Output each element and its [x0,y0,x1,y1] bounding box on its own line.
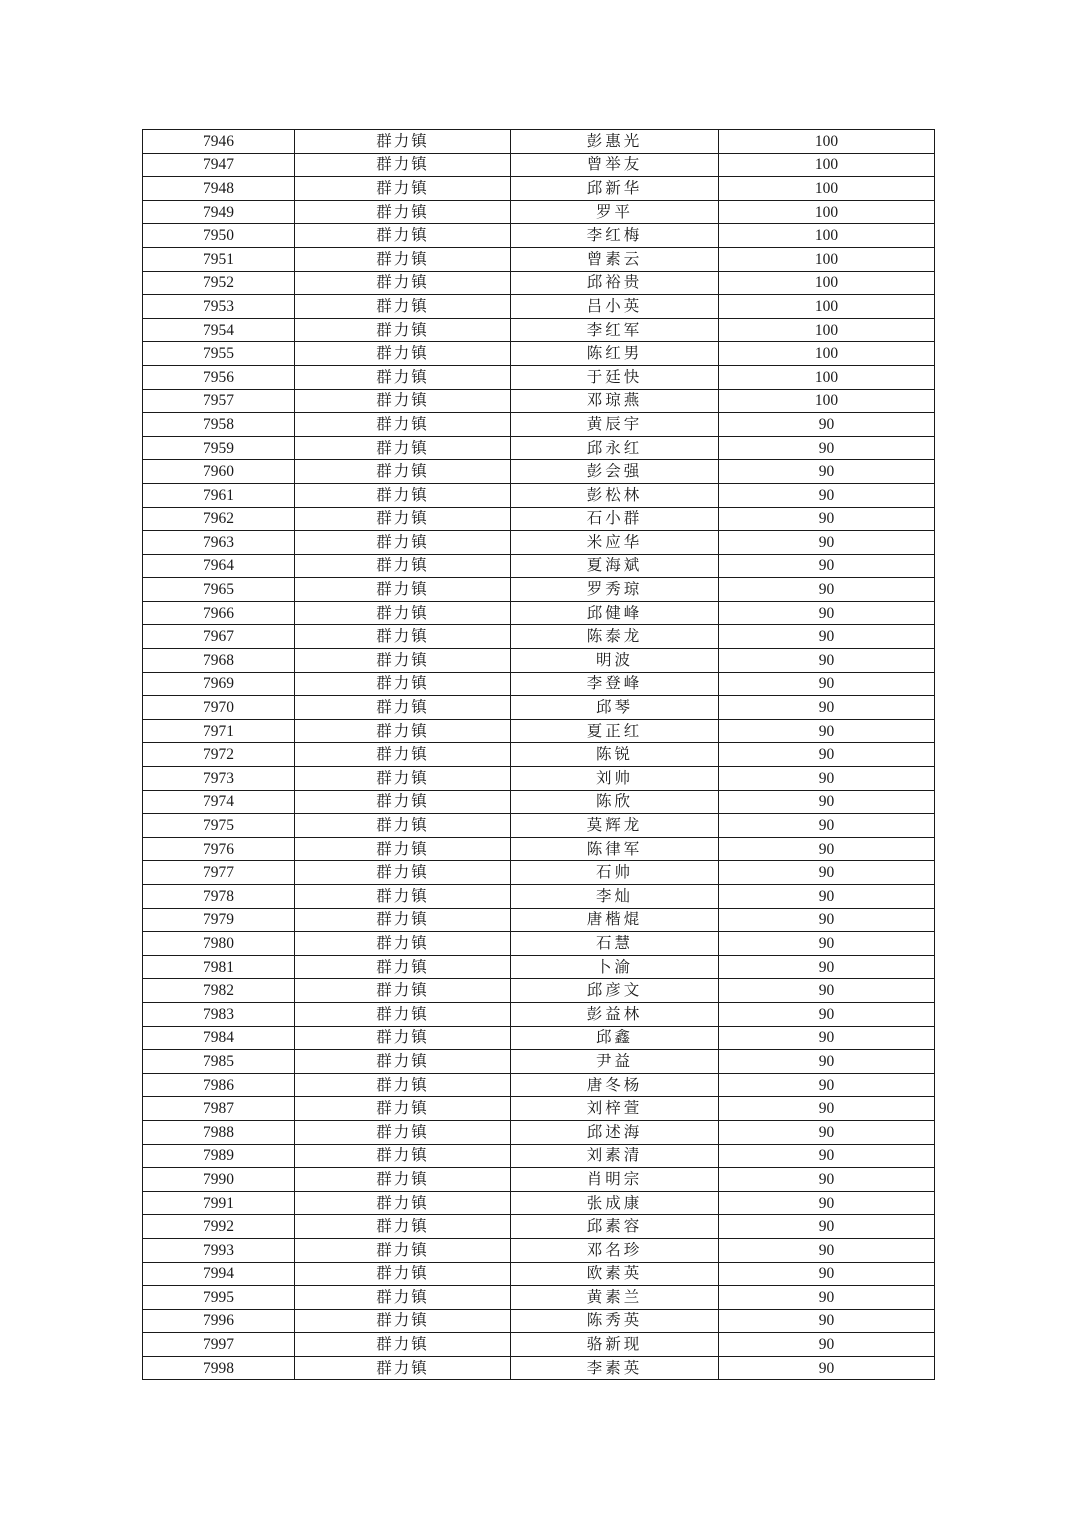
table-row [143,814,935,838]
amount-cell: 90 [719,483,935,507]
table-row [143,153,935,177]
person-name-cell: 陈红男 [511,342,719,366]
town-name-cell: 群力镇 [295,908,511,932]
town-name-cell: 群力镇 [295,554,511,578]
table-row [143,1191,935,1215]
town-name-cell: 群力镇 [295,861,511,885]
table-row [143,1309,935,1333]
amount-cell: 100 [719,342,935,366]
amount-cell: 90 [719,743,935,767]
amount-cell: 90 [719,507,935,531]
person-name-cell: 吕小英 [511,295,719,319]
amount-cell: 90 [719,1026,935,1050]
table-row [143,955,935,979]
amount-cell: 90 [719,932,935,956]
table-row [143,1002,935,1026]
person-name-cell: 黄辰宇 [511,413,719,437]
row-number-cell: 7947 [143,153,295,177]
town-name-cell: 群力镇 [295,979,511,1003]
town-name-cell: 群力镇 [295,1191,511,1215]
person-name-cell: 陈律军 [511,837,719,861]
row-number-cell: 7980 [143,932,295,956]
town-name-cell: 群力镇 [295,247,511,271]
person-name-cell: 李灿 [511,885,719,909]
table-row [143,932,935,956]
town-name-cell: 群力镇 [295,601,511,625]
amount-cell: 90 [719,554,935,578]
town-name-cell: 群力镇 [295,1073,511,1097]
row-number-cell: 7974 [143,790,295,814]
row-number-cell: 7948 [143,177,295,201]
row-number-cell: 7968 [143,649,295,673]
amount-cell: 90 [719,1144,935,1168]
town-name-cell: 群力镇 [295,696,511,720]
town-name-cell: 群力镇 [295,153,511,177]
table-row [143,1026,935,1050]
person-name-cell: 李红梅 [511,224,719,248]
data-table [142,129,935,1380]
row-number-cell: 7957 [143,389,295,413]
person-name-cell: 曾素云 [511,247,719,271]
town-name-cell: 群力镇 [295,1262,511,1286]
amount-cell: 90 [719,837,935,861]
person-name-cell: 邓名珍 [511,1238,719,1262]
amount-cell: 90 [719,790,935,814]
table-row [143,130,935,154]
person-name-cell: 张成康 [511,1191,719,1215]
amount-cell: 100 [719,247,935,271]
row-number-cell: 7972 [143,743,295,767]
person-name-cell: 陈秀英 [511,1309,719,1333]
row-number-cell: 7959 [143,436,295,460]
person-name-cell: 彭会强 [511,460,719,484]
row-number-cell: 7950 [143,224,295,248]
table-row [143,885,935,909]
amount-cell: 100 [719,318,935,342]
person-name-cell: 唐楷焜 [511,908,719,932]
row-number-cell: 7966 [143,601,295,625]
table-row [143,224,935,248]
person-name-cell: 邱素容 [511,1215,719,1239]
table-row [143,719,935,743]
table-row [143,342,935,366]
person-name-cell: 刘帅 [511,767,719,791]
row-number-cell: 7954 [143,318,295,342]
town-name-cell: 群力镇 [295,1215,511,1239]
row-number-cell: 7973 [143,767,295,791]
table-row [143,649,935,673]
person-name-cell: 邱彦文 [511,979,719,1003]
person-name-cell: 邱述海 [511,1120,719,1144]
town-name-cell: 群力镇 [295,271,511,295]
row-number-cell: 7971 [143,719,295,743]
amount-cell: 100 [719,271,935,295]
amount-cell: 90 [719,531,935,555]
town-name-cell: 群力镇 [295,1309,511,1333]
town-name-cell: 群力镇 [295,342,511,366]
amount-cell: 100 [719,365,935,389]
amount-cell: 90 [719,1262,935,1286]
table-row [143,743,935,767]
row-number-cell: 7951 [143,247,295,271]
amount-cell: 90 [719,1286,935,1310]
row-number-cell: 7981 [143,955,295,979]
row-number-cell: 7987 [143,1097,295,1121]
person-name-cell: 于廷快 [511,365,719,389]
town-name-cell: 群力镇 [295,1097,511,1121]
table-row [143,790,935,814]
table-row [143,1356,935,1380]
person-name-cell: 邱裕贵 [511,271,719,295]
table-row [143,1144,935,1168]
person-name-cell: 石小群 [511,507,719,531]
row-number-cell: 7978 [143,885,295,909]
amount-cell: 90 [719,908,935,932]
town-name-cell: 群力镇 [295,649,511,673]
table-row [143,247,935,271]
row-number-cell: 7985 [143,1050,295,1074]
person-name-cell: 罗秀琼 [511,578,719,602]
table-row [143,1050,935,1074]
row-number-cell: 7965 [143,578,295,602]
row-number-cell: 7990 [143,1168,295,1192]
town-name-cell: 群力镇 [295,932,511,956]
town-name-cell: 群力镇 [295,1026,511,1050]
town-name-cell: 群力镇 [295,885,511,909]
amount-cell: 90 [719,1120,935,1144]
amount-cell: 90 [719,1238,935,1262]
row-number-cell: 7984 [143,1026,295,1050]
amount-cell: 100 [719,177,935,201]
table-row [143,436,935,460]
amount-cell: 90 [719,436,935,460]
person-name-cell: 彭松林 [511,483,719,507]
row-number-cell: 7976 [143,837,295,861]
table-row [143,1333,935,1357]
table-row [143,460,935,484]
row-number-cell: 7983 [143,1002,295,1026]
person-name-cell: 邱新华 [511,177,719,201]
table-row [143,1286,935,1310]
town-name-cell: 群力镇 [295,507,511,531]
town-name-cell: 群力镇 [295,1050,511,1074]
table-row [143,1073,935,1097]
person-name-cell: 邱永红 [511,436,719,460]
town-name-cell: 群力镇 [295,436,511,460]
town-name-cell: 群力镇 [295,413,511,437]
row-number-cell: 7960 [143,460,295,484]
row-number-cell: 7992 [143,1215,295,1239]
row-number-cell: 7989 [143,1144,295,1168]
amount-cell: 90 [719,696,935,720]
table-row [143,200,935,224]
row-number-cell: 7956 [143,365,295,389]
table-row [143,554,935,578]
amount-cell: 90 [719,1073,935,1097]
row-number-cell: 7975 [143,814,295,838]
person-name-cell: 明波 [511,649,719,673]
person-name-cell: 米应华 [511,531,719,555]
table-row [143,1215,935,1239]
row-number-cell: 7952 [143,271,295,295]
row-number-cell: 7946 [143,130,295,154]
table-row [143,767,935,791]
town-name-cell: 群力镇 [295,767,511,791]
table-row [143,507,935,531]
amount-cell: 100 [719,130,935,154]
person-name-cell: 尹益 [511,1050,719,1074]
person-name-cell: 彭惠光 [511,130,719,154]
table-row [143,1168,935,1192]
amount-cell: 90 [719,955,935,979]
person-name-cell: 邓琼燕 [511,389,719,413]
town-name-cell: 群力镇 [295,1120,511,1144]
amount-cell: 90 [719,979,935,1003]
amount-cell: 90 [719,1097,935,1121]
town-name-cell: 群力镇 [295,130,511,154]
row-number-cell: 7970 [143,696,295,720]
amount-cell: 90 [719,460,935,484]
person-name-cell: 陈锐 [511,743,719,767]
amount-cell: 90 [719,1168,935,1192]
amount-cell: 90 [719,413,935,437]
person-name-cell: 夏海斌 [511,554,719,578]
town-name-cell: 群力镇 [295,625,511,649]
table-row [143,483,935,507]
row-number-cell: 7996 [143,1309,295,1333]
town-name-cell: 群力镇 [295,719,511,743]
table-row [143,578,935,602]
row-number-cell: 7961 [143,483,295,507]
person-name-cell: 邱健峰 [511,601,719,625]
person-name-cell: 黄素兰 [511,1286,719,1310]
town-name-cell: 群力镇 [295,177,511,201]
town-name-cell: 群力镇 [295,578,511,602]
amount-cell: 90 [719,1215,935,1239]
row-number-cell: 7988 [143,1120,295,1144]
town-name-cell: 群力镇 [295,743,511,767]
town-name-cell: 群力镇 [295,672,511,696]
row-number-cell: 7962 [143,507,295,531]
row-number-cell: 7964 [143,554,295,578]
person-name-cell: 李登峰 [511,672,719,696]
town-name-cell: 群力镇 [295,365,511,389]
table-row [143,908,935,932]
table-row [143,413,935,437]
row-number-cell: 7969 [143,672,295,696]
table-row [143,1120,935,1144]
person-name-cell: 骆新现 [511,1333,719,1357]
town-name-cell: 群力镇 [295,1286,511,1310]
amount-cell: 90 [719,649,935,673]
town-name-cell: 群力镇 [295,224,511,248]
town-name-cell: 群力镇 [295,483,511,507]
person-name-cell: 刘梓萱 [511,1097,719,1121]
table-row [143,1097,935,1121]
amount-cell: 90 [719,1002,935,1026]
amount-cell: 90 [719,885,935,909]
amount-cell: 90 [719,719,935,743]
table-row [143,696,935,720]
town-name-cell: 群力镇 [295,1002,511,1026]
person-name-cell: 陈泰龙 [511,625,719,649]
town-name-cell: 群力镇 [295,295,511,319]
row-number-cell: 7991 [143,1191,295,1215]
town-name-cell: 群力镇 [295,318,511,342]
amount-cell: 90 [719,601,935,625]
person-name-cell: 罗平 [511,200,719,224]
town-name-cell: 群力镇 [295,1168,511,1192]
person-name-cell: 夏正红 [511,719,719,743]
person-name-cell: 陈欣 [511,790,719,814]
amount-cell: 100 [719,200,935,224]
table-row [143,1238,935,1262]
town-name-cell: 群力镇 [295,531,511,555]
town-name-cell: 群力镇 [295,814,511,838]
person-name-cell: 曾举友 [511,153,719,177]
amount-cell: 100 [719,153,935,177]
table-row [143,389,935,413]
row-number-cell: 7958 [143,413,295,437]
town-name-cell: 群力镇 [295,837,511,861]
person-name-cell: 唐冬杨 [511,1073,719,1097]
amount-cell: 90 [719,861,935,885]
town-name-cell: 群力镇 [295,790,511,814]
person-name-cell: 石帅 [511,861,719,885]
row-number-cell: 7967 [143,625,295,649]
town-name-cell: 群力镇 [295,1144,511,1168]
amount-cell: 90 [719,672,935,696]
table-row [143,177,935,201]
table-body [143,130,935,1380]
person-name-cell: 肖明宗 [511,1168,719,1192]
amount-cell: 90 [719,1309,935,1333]
person-name-cell: 李素英 [511,1356,719,1380]
amount-cell: 90 [719,578,935,602]
town-name-cell: 群力镇 [295,460,511,484]
row-number-cell: 7955 [143,342,295,366]
table-row [143,625,935,649]
town-name-cell: 群力镇 [295,1238,511,1262]
table-row [143,531,935,555]
table-row [143,1262,935,1286]
table-row [143,271,935,295]
table-row [143,318,935,342]
row-number-cell: 7994 [143,1262,295,1286]
row-number-cell: 7963 [143,531,295,555]
row-number-cell: 7993 [143,1238,295,1262]
table-row [143,295,935,319]
row-number-cell: 7953 [143,295,295,319]
row-number-cell: 7979 [143,908,295,932]
table-row [143,601,935,625]
amount-cell: 100 [719,224,935,248]
table-row [143,365,935,389]
row-number-cell: 7977 [143,861,295,885]
table-row [143,979,935,1003]
town-name-cell: 群力镇 [295,389,511,413]
amount-cell: 90 [719,814,935,838]
table-row [143,672,935,696]
person-name-cell: 莫辉龙 [511,814,719,838]
row-number-cell: 7949 [143,200,295,224]
amount-cell: 100 [719,389,935,413]
town-name-cell: 群力镇 [295,200,511,224]
amount-cell: 90 [719,1333,935,1357]
person-name-cell: 刘素清 [511,1144,719,1168]
amount-cell: 90 [719,625,935,649]
row-number-cell: 7998 [143,1356,295,1380]
person-name-cell: 石慧 [511,932,719,956]
row-number-cell: 7986 [143,1073,295,1097]
amount-cell: 90 [719,1050,935,1074]
person-name-cell: 彭益林 [511,1002,719,1026]
town-name-cell: 群力镇 [295,1333,511,1357]
amount-cell: 90 [719,1356,935,1380]
amount-cell: 90 [719,767,935,791]
row-number-cell: 7982 [143,979,295,1003]
amount-cell: 100 [719,295,935,319]
town-name-cell: 群力镇 [295,1356,511,1380]
person-name-cell: 欧素英 [511,1262,719,1286]
person-name-cell: 邱琴 [511,696,719,720]
table-row [143,837,935,861]
amount-cell: 90 [719,1191,935,1215]
town-name-cell: 群力镇 [295,955,511,979]
person-name-cell: 卜渝 [511,955,719,979]
row-number-cell: 7997 [143,1333,295,1357]
table-row [143,861,935,885]
row-number-cell: 7995 [143,1286,295,1310]
person-name-cell: 李红军 [511,318,719,342]
person-name-cell: 邱鑫 [511,1026,719,1050]
